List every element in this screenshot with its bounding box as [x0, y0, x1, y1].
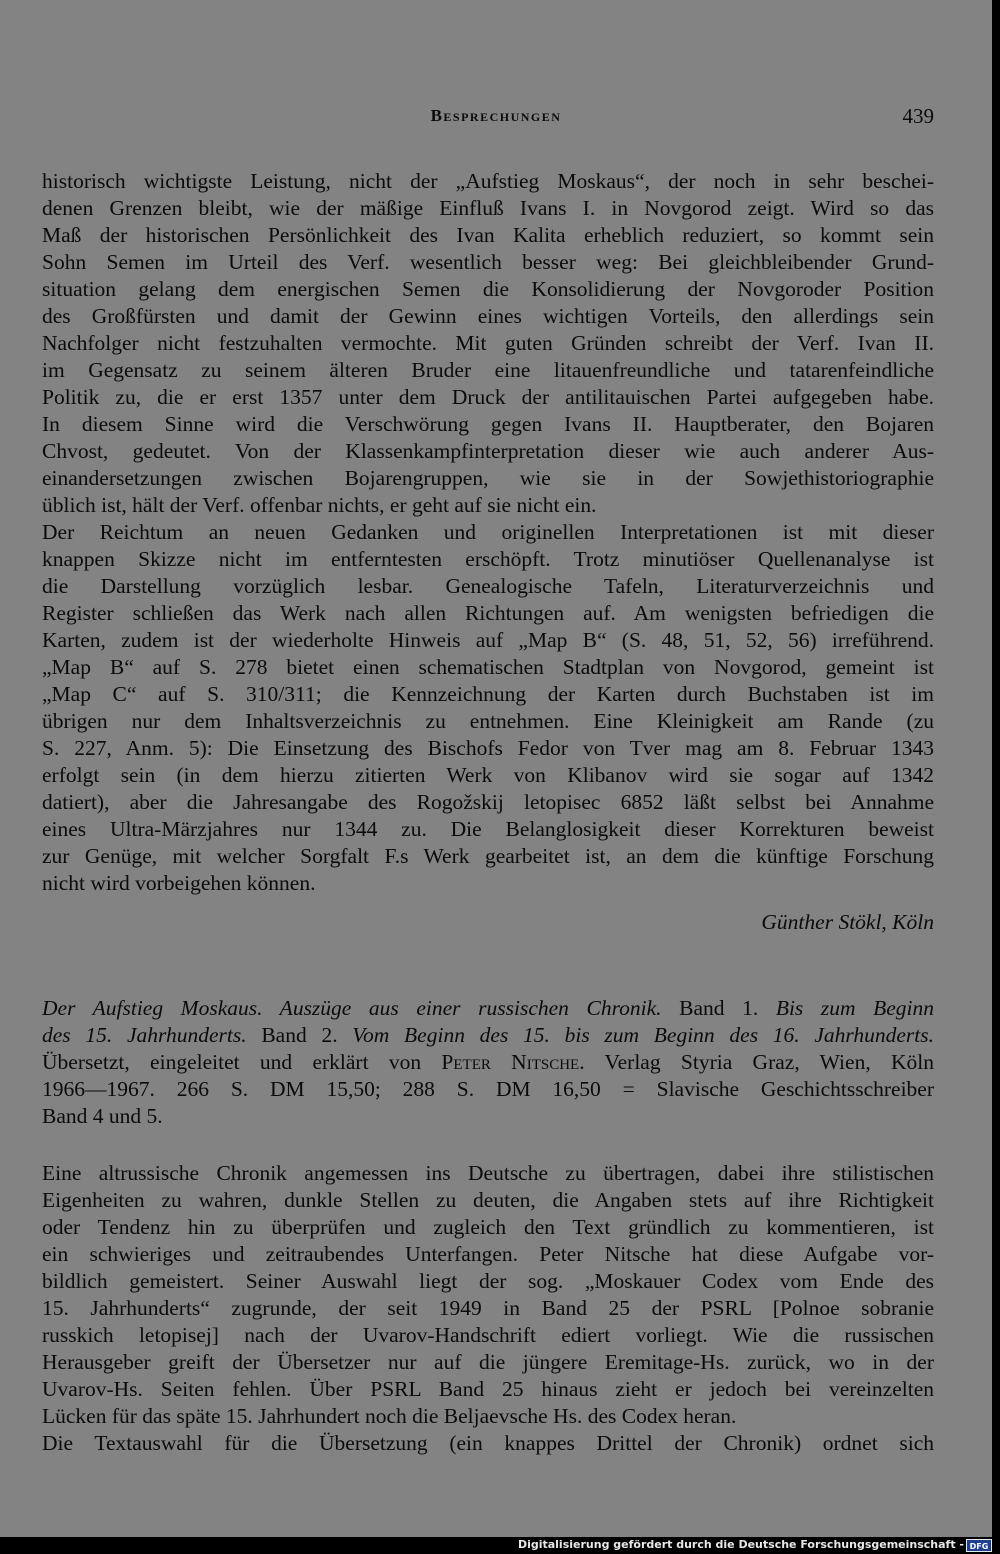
text-line: erfolgt sein (in dem hierzu zitierten Werk von Klibanov wird sie sogar auf 1342 — [42, 763, 934, 787]
text-line: Der Reichtum an neuen Gedanken und originellen Interpretationen ist mit dieser — [42, 520, 934, 544]
dfg-logo: DFG — [966, 1539, 992, 1552]
heading-line: Übersetzt, eingeleitet und erklärt von Peter Nitsche. Verlag Styria Graz, Wien, Köln — [42, 1050, 934, 1074]
book-title: Der Aufstieg Moskaus. Auszüge aus einer russischen Chronik. — [42, 996, 662, 1020]
text-line: historisch wichtigste Leistung, nicht der „Aufstieg Moskaus“, der noch in sehr beschei- — [42, 169, 934, 193]
text-line: ein schwieriges und zeitraubendes Unterfangen. Peter Nitsche hat diese Aufgabe vor- — [42, 1242, 934, 1266]
text-line: S. 227, Anm. 5): Die Einsetzung des Bischofs Fedor von Tver mag am 8. Februar 1343 — [42, 736, 934, 760]
heading-line: des 15. Jahrhunderts. Band 2. Vom Beginn des 15. bis zum Beginn des 16. Jahrhunderts. — [42, 1023, 935, 1047]
text-line: Karten, zudem ist der wiederholte Hinweis auf „Map B“ (S. 48, 51, 52, 56) irreführend. — [42, 628, 934, 652]
text-line: „Map B“ auf S. 278 bietet einen schematischen Stadtplan von Novgorod, gemeint ist — [42, 655, 934, 679]
author-name: Peter Nitsche — [441, 1050, 580, 1074]
text-line: In diesem Sinne wird die Verschwörung gegen Ivans II. Hauptberater, den Bojaren — [42, 412, 934, 436]
text-line: Eigenheiten zu wahren, dunkle Stellen zu deuten, die Angaben stets auf ihre Richtigkeit — [42, 1188, 934, 1212]
text-line: zur Genüge, mit welcher Sorgfalt F.s Werk gearbeitet ist, an dem die künftige Forschung — [42, 844, 934, 868]
text-line: im Gegensatz zu seinem älteren Bruder eine litauenfreundliche und tatarenfeindliche — [42, 358, 934, 382]
text-line: eines Ultra-Märzjahres nur 1344 zu. Die Belanglosigkeit dieser Korrekturen beweist — [42, 817, 934, 841]
text-line: die Darstellung vorzüglich lesbar. Genealogische Tafeln, Literaturverzeichnis und — [42, 574, 934, 598]
text-line: Uvarov-Hs. Seiten fehlen. Über PSRL Band 25 hinaus zieht er jedoch bei vereinzelten — [42, 1377, 934, 1401]
running-header: Besprechungen — [430, 106, 562, 125]
heading-line: 1966—1967. 266 S. DM 15,50; 288 S. DM 16,50 = Slavische Geschichtsschreiber — [42, 1077, 934, 1101]
text-line: Lücken für das späte 15. Jahrhundert noch die Beljaevsche Hs. des Codex heran. — [42, 1404, 737, 1428]
text-line: denen Grenzen bleibt, wie der mäßige Einfluß Ivans I. in Novgorod zeigt. Wird so das — [42, 196, 934, 220]
text-line: situation gelang dem energischen Semen die Konsolidierung der Novgoroder Position — [42, 277, 934, 301]
text-line: Nachfolger nicht festzuhalten vermochte. Mit guten Gründen schreibt der Verf. Ivan II. — [42, 331, 934, 355]
reviewer-signature: Günther Stökl, Köln — [761, 910, 934, 934]
text-line: russkich letopisej] nach der Uvarov-Handschrift ediert vorliegt. Wie die russischen — [42, 1323, 934, 1347]
text-line: „Map C“ auf S. 310/311; die Kennzeichnung der Karten durch Buchstaben ist im — [42, 682, 934, 706]
text-line: datiert), aber die Jahresangabe des Rogožskij letopisec 6852 läßt selbst bei Annahme — [42, 790, 934, 814]
text-line: Chvost, gedeutet. Von der Klassenkampfinterpretation dieser wie auch anderer Aus- — [42, 439, 934, 463]
text-line: 15. Jahrhunderts“ zugrunde, der seit 1949 in Band 25 der PSRL [Polnoe sobranie — [42, 1296, 934, 1320]
footer-credit: Digitalisierung gefördert durch die Deutsche Forschungsgemeinschaft - — [517, 1538, 964, 1551]
heading-line: Band 4 und 5. — [42, 1104, 163, 1128]
text-line: einandersetzungen zwischen Bojarengruppen, wie sie in der Sowjethistoriographie — [42, 466, 934, 490]
text-line: Eine altrussische Chronik angemessen ins Deutsche zu übertragen, dabei ihre stilistischen — [42, 1161, 934, 1185]
text-line: Register schließen das Werk nach allen Richtungen auf. Am wenigsten befriedigen die — [42, 601, 934, 625]
page-number: 439 — [902, 104, 934, 128]
text-line: nicht wird vorbeigehen können. — [42, 871, 316, 895]
text-line: Politik zu, die er erst 1357 unter dem Druck der antilitauischen Partei aufgegeben habe. — [42, 385, 934, 409]
heading-line: Der Aufstieg Moskaus. Auszüge aus einer russischen Chronik. Band 1. Bis zum Beginn — [42, 996, 935, 1020]
text-line: Sohn Semen im Urteil des Verf. wesentlich besser weg: Bei gleichbleibender Grund- — [42, 250, 934, 274]
text-line: knappen Skizze nicht im entferntesten erschöpft. Trotz minutiöser Quellenanalyse ist — [42, 547, 934, 571]
text-line: Herausgeber greift der Übersetzer nur auf die jüngere Eremitage-Hs. zurück, wo in der — [42, 1350, 934, 1374]
text-line: oder Tendenz hin zu überprüfen und zugleich den Text gründlich zu kommentieren, ist — [42, 1215, 934, 1239]
text-line: des Großfürsten und damit der Gewinn eines wichtigen Vorteils, den allerdings sein — [42, 304, 934, 328]
text-line: Maß der historischen Persönlichkeit des Ivan Kalita erheblich reduziert, so kommt sein — [42, 223, 934, 247]
text-line: übrigen nur dem Inhaltsverzeichnis zu entnehmen. Eine Kleinigkeit am Rande (zu — [42, 709, 934, 733]
text-line: bildlich gemeistert. Seiner Auswahl liegt der sog. „Moskauer Codex vom Ende des — [42, 1269, 934, 1293]
text-line: Die Textauswahl für die Übersetzung (ein knappes Drittel der Chronik) ordnet sich — [42, 1431, 934, 1455]
text-line: üblich ist, hält der Verf. offenbar nichts, er geht auf sie nicht ein. — [42, 493, 597, 517]
digitization-footer — [0, 1537, 1000, 1554]
